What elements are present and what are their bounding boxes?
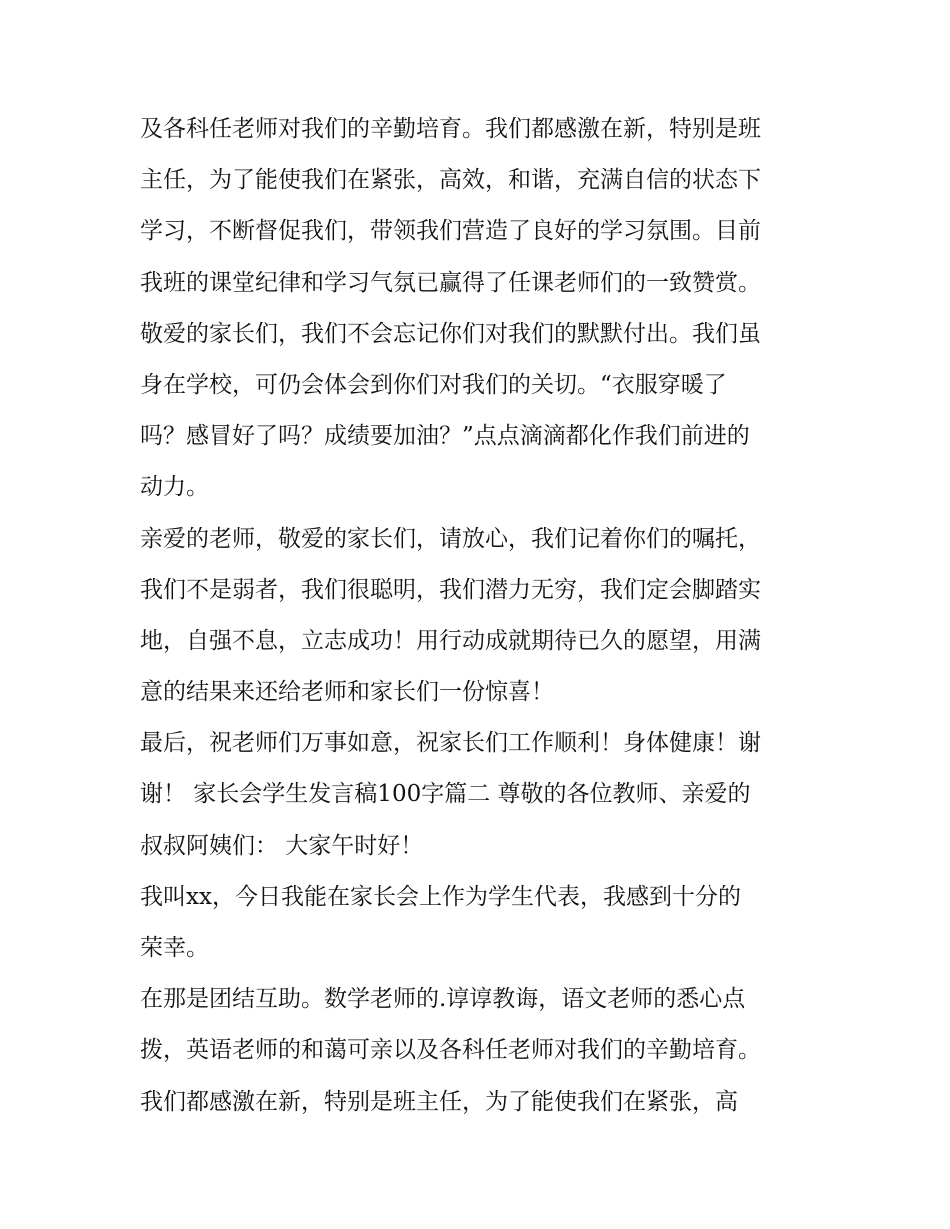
text-line: 最后，祝老师们万事如意，祝家长们工作顺利！身体健康！谢 [140, 730, 761, 757]
text-line: 叔叔阿姨们： 大家午时好！ [140, 832, 424, 859]
text-line: 主任，为了能使我们在紧张，高效，和谐，充满自信的状态下 [140, 167, 761, 194]
text-line: 吗？感冒好了吗？成绩要加油？”点点滴滴都化作我们前进的 [140, 423, 750, 450]
text-line: 我们都感激在新，特别是班主任，为了能使我们在紧张，高 [140, 1088, 738, 1115]
text-line: 地，自强不息，立志成功！用行动成就期待已久的愿望，用满 [140, 627, 761, 654]
text-line: 谢！ 家长会学生发言稿100字篇二 尊敬的各位教师、亲爱的 [140, 781, 751, 808]
text-line: 我叫xx，今日我能在家长会上作为学生代表，我感到十分的 [140, 883, 741, 910]
text-line: 荣幸。 [140, 935, 209, 961]
text-line: 在那是团结互助。数学老师的.谆谆教诲，语文老师的悉心点 [140, 986, 746, 1013]
text-line: 亲爱的老师，敬爱的家长们，请放心，我们记着你们的嘱托， [140, 525, 761, 552]
text-line: 我们不是弱者，我们很聪明，我们潜力无穷，我们定会脚踏实 [140, 576, 761, 603]
text-line: 动力。 [140, 474, 209, 501]
text-line: 我班的课堂纪律和学习气氛已赢得了任课老师们的一致赞赏。 [140, 269, 761, 296]
text-line: 敬爱的家长们，我们不会忘记你们对我们的默默付出。我们虽 [140, 320, 761, 347]
text-line: 学习，不断督促我们，带领我们营造了良好的学习氛围。目前 [140, 218, 761, 245]
text-line: 拨，英语老师的和蔼可亲以及各科任老师对我们的辛勤培育。 [140, 1037, 761, 1064]
text-line: 意的结果来还给老师和家长们一份惊喜！ [140, 679, 554, 706]
text-line: 及各科任老师对我们的辛勤培育。我们都感激在新，特别是班 [140, 116, 761, 142]
text-line: 身在学校，可仍会体会到你们对我们的关切。“衣服穿暖了 [140, 371, 727, 398]
document-body [140, 104, 820, 1128]
